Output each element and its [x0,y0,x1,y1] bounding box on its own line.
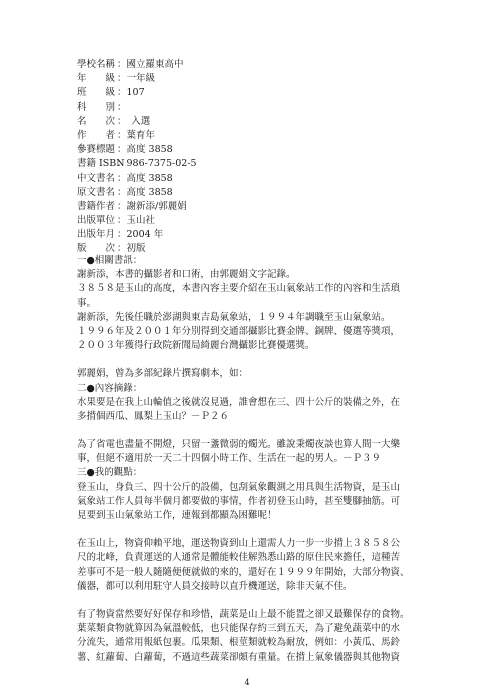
body-text [77,254,421,665]
meta-value: ：高度 3858 [117,186,173,198]
paragraph-vegetables [77,608,421,665]
text-line: 有了物資當然要好好保存和珍惜，蔬菜是山上最不能置之卻又最難保存的食物。 [77,608,410,620]
meta-label: 書籍作者 [77,200,116,212]
metadata-block [77,58,197,257]
meta-row [77,129,197,143]
text-line: ３８５８是玉山的高度，本書內容主要介紹在玉山氣象站工作的內容和生活瑣 [77,283,401,295]
meta-row [77,157,197,171]
meta-value: ：107 [117,87,145,99]
meta-value: ：國立羅東高中 [117,59,184,70]
meta-row [77,101,197,115]
meta-row [77,200,197,214]
meta-value: ：玉山社 [117,215,156,227]
text-line: １９９６年及２００１年分別得到交通部攝影比賽金牌、銅牌、優選等獎項， [77,325,401,337]
text-line: 差事可不是一般人隨隨便便就做的來的，還好在１９９９年開始，大部分物資、 [77,566,410,578]
meta-label: 作 者 [77,129,116,141]
text-line: 分流失，通常用報紙包裹。瓜果類、根莖類就較為耐放，例如：小黃瓜、馬鈴 [77,637,401,649]
meta-label: 版 次 [77,243,116,255]
paragraph-excerpt-2 [77,438,421,523]
meta-value: ：高度 3858 [117,172,173,184]
section-heading: 二●內容摘錄： [77,382,143,394]
meta-value: ：高度 3858 [117,144,173,156]
text-line: 郭麗娟，曾為多部紀錄片撰寫劇本，如： [77,368,249,380]
text-line: 事。 [77,297,97,309]
meta-row [77,72,197,86]
text-line: 在玉山上，物資仰賴平地，運送物資到山上還需人力一步一步揹上３８５８公 [77,538,401,550]
meta-label: 學校名稱 [77,59,116,70]
meta-value: ：一年級 [117,73,156,85]
meta-row [77,58,197,72]
text-line: 尺的北峰，負責運送的人通常是體能較佳解熟悉山路的原住民來擔任，這種苦 [77,552,401,564]
section-heading: 三●我的觀點： [77,467,143,479]
meta-label: 中文書名 [77,172,116,184]
meta-label: 班 級 [77,87,116,99]
text-line: 多揹個西瓜、鳳梨上玉山？－Ｐ２６ [77,410,230,422]
page-number: 4 [244,678,250,687]
meta-row [77,228,197,242]
meta-value: ：初版 [117,243,146,255]
section-heading: 一●相關書訊： [77,255,143,266]
text-line: 葉菜類食物就算因為氣溫較低，也只能保存約三到五天，為了避免蔬菜中的水 [77,623,401,635]
text-line: 氣象站工作人員每半個月都要做的事情，作者初登玉山時，甚至雙腳抽筋。可 [77,495,401,507]
text-line: 薯、紅蘿蔔、白蘿蔔，不過這些蔬菜卻頗有重量。在揹上氣象儀器與其他物資 [77,651,401,663]
text-line: 見要到玉山氣象站工作，連報到都顯為困難呢！ [77,510,277,521]
meta-row [77,172,197,186]
meta-label: 名 次 [77,115,116,127]
meta-value: ：葉育年 [117,129,156,141]
meta-label: 出版年月 [77,229,116,241]
paragraph-excerpt-1 [77,367,421,424]
meta-value: ： [117,101,127,113]
text-line: 為了省電也盡量不開燈，只留一盞微弱的燭光。雖說秉燭夜談也算人間一大樂 [77,439,401,451]
text-line: 水果要是在我上山輪值之後就沒見過，誰會想在三、四十公斤的裝備之外，在 [77,396,401,408]
meta-label: 參賽標題 [77,144,116,156]
meta-label: 科 別 [77,101,116,113]
meta-value: ：謝新添/郭麗娟 [117,200,187,212]
meta-row [77,143,197,157]
meta-row [77,115,197,129]
meta-label: 出版單位 [77,215,116,227]
meta-label: 年 級 [77,73,116,85]
meta-row [77,86,197,100]
meta-value: ：986-7375-02-5 [117,158,197,170]
text-line: 儀器，都可以利用駐守人員交接時以直升機運送，除非天氣不佳。 [77,580,353,592]
text-line: 謝新添，本書的攝影者和口術，由郭麗娟文字記錄。 [77,269,296,281]
text-line: 事，但絕不適用於一天二十四個小時工作、生活在一起的男人。－Ｐ３９ [77,453,382,465]
meta-value: ： 入選 [117,115,151,127]
paragraph-book-info [77,268,421,353]
meta-label: 原文書名 [77,186,116,198]
text-line: 謝新添，先後任職於澎湖與東吉島氣象站，１９９４年調職至玉山氣象站。 [77,311,391,323]
paragraph-supplies [77,537,421,594]
meta-row [77,186,197,200]
meta-label: 書籍 ISBN [77,158,125,170]
meta-value: ：2004 年 [117,229,164,241]
meta-row [77,214,197,228]
text-line: 登玉山，身負三、四十公斤的設備，包刮氣象觀測之用具與生活物資，是玉山 [77,481,401,493]
text-line: ２００３年獲得行政院新聞局綺麗台灣攝影比賽優選獎。 [77,340,315,352]
